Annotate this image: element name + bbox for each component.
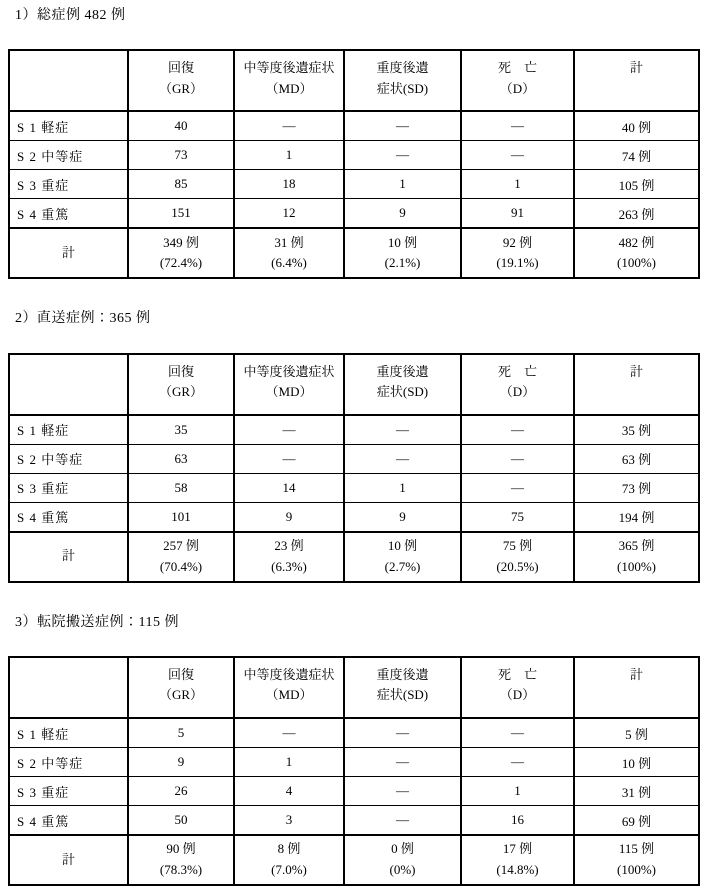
cell-d: 75: [461, 502, 574, 532]
cell-sd: —: [344, 777, 461, 806]
total-count: 257 例: [163, 537, 199, 553]
total-row: [9, 835, 699, 885]
col-header-line1: 死 亡: [497, 363, 537, 379]
table-row-s1: [9, 415, 699, 445]
header-row: [9, 50, 699, 111]
total-cell-total: [574, 532, 699, 582]
table-row-s4: [9, 806, 699, 836]
col-header-recovery: [128, 354, 234, 415]
col-header-line2: 症状(SD): [376, 687, 429, 703]
section-interhospital-transfer-cases: [8, 615, 698, 886]
cell-d: —: [461, 141, 574, 170]
cell-md: —: [234, 111, 344, 141]
col-header-line2: （MD）: [265, 383, 313, 399]
outcome-table-transfer: [8, 656, 700, 886]
cell-total: 10 例: [574, 748, 699, 777]
cell-gr: 40: [128, 111, 234, 141]
cell-d: —: [461, 718, 574, 748]
header-row: [9, 354, 699, 415]
total-cell-sd: [344, 835, 461, 885]
cell-sd: —: [344, 718, 461, 748]
cell-d: 91: [461, 199, 574, 229]
total-percent: (72.4%): [159, 255, 203, 271]
cell-md: 12: [234, 199, 344, 229]
total-count: 90 例: [166, 841, 196, 857]
col-header-line2: （GR）: [158, 687, 204, 703]
total-percent: (0%): [389, 862, 416, 878]
col-header-line1: 重度後遺: [376, 363, 429, 379]
col-header-total: [574, 354, 699, 415]
cell-md: 18: [234, 170, 344, 199]
total-cell-d: [461, 532, 574, 582]
table-row-s2: [9, 748, 699, 777]
col-header-line2: 症状(SD): [376, 383, 429, 399]
total-cell-sd: [344, 228, 461, 278]
cell-total: 263 例: [574, 199, 699, 229]
cell-sd: —: [344, 444, 461, 473]
total-percent: (100%): [617, 862, 656, 878]
col-header-death: [461, 50, 574, 111]
cell-total: 31 例: [574, 777, 699, 806]
section-title: 1）総症例 482 例: [15, 8, 126, 23]
cell-d: 1: [461, 777, 574, 806]
cell-gr: 9: [128, 748, 234, 777]
table-row-s2: [9, 444, 699, 473]
table-row-s3: [9, 473, 699, 502]
cell-sd: 9: [344, 502, 461, 532]
total-count: 31 例: [274, 234, 304, 250]
col-header-moderate-disability: [234, 354, 344, 415]
cell-total: 35 例: [574, 415, 699, 445]
total-cell-md: [234, 532, 344, 582]
total-count: 349 例: [163, 234, 199, 250]
total-percent: (7.0%): [271, 862, 307, 878]
table-row-s1: [9, 718, 699, 748]
total-row: [9, 228, 699, 278]
col-header-severe-disability: [344, 50, 461, 111]
row-label: S 4 重篤: [9, 199, 128, 229]
cell-md: —: [234, 444, 344, 473]
cell-total: 74 例: [574, 141, 699, 170]
total-percent: (14.8%): [496, 862, 539, 878]
cell-total: 5 例: [574, 718, 699, 748]
col-header-line1: 回復: [167, 60, 194, 76]
total-count: 23 例: [274, 537, 304, 553]
cell-sd: 1: [344, 473, 461, 502]
cell-sd: 9: [344, 199, 461, 229]
cell-sd: 1: [344, 170, 461, 199]
col-header-line1: 回復: [167, 667, 194, 683]
col-header-line1: 中等度後遺症状: [243, 60, 335, 76]
cell-gr: 73: [128, 141, 234, 170]
total-percent: (100%): [617, 255, 656, 271]
cell-gr: 26: [128, 777, 234, 806]
row-label: S 2 中等症: [9, 444, 128, 473]
cell-d: —: [461, 444, 574, 473]
col-header-line1: 中等度後遺症状: [243, 363, 335, 379]
cell-total: 69 例: [574, 806, 699, 836]
cell-total: 73 例: [574, 473, 699, 502]
table-row-s4: [9, 199, 699, 229]
row-label: S 1 軽症: [9, 415, 128, 445]
total-cell-sd: [344, 532, 461, 582]
total-count: 482 例: [618, 234, 655, 250]
row-label: S 1 軽症: [9, 111, 128, 141]
col-header-total: [574, 657, 699, 718]
cell-gr: 58: [128, 473, 234, 502]
row-label: S 4 重篤: [9, 502, 128, 532]
cell-gr: 63: [128, 444, 234, 473]
total-percent: (2.1%): [384, 255, 421, 271]
cell-d: —: [461, 415, 574, 445]
cell-md: 3: [234, 806, 344, 836]
row-label: S 3 重症: [9, 170, 128, 199]
cell-md: —: [234, 415, 344, 445]
total-cell-d: [461, 228, 574, 278]
row-label: S 1 軽症: [9, 718, 128, 748]
cell-gr: 85: [128, 170, 234, 199]
col-header-death: [461, 657, 574, 718]
cell-d: 1: [461, 170, 574, 199]
col-header-line2: （MD）: [265, 687, 313, 703]
cell-sd: —: [344, 748, 461, 777]
total-cell-total: [574, 228, 699, 278]
total-count: 10 例: [387, 537, 418, 553]
row-label: S 2 中等症: [9, 748, 128, 777]
cell-total: 105 例: [574, 170, 699, 199]
cell-md: 1: [234, 748, 344, 777]
section-total-cases: [8, 8, 698, 279]
col-header-line1: 計: [629, 60, 643, 76]
total-count: 17 例: [502, 841, 533, 857]
col-header-line2: （MD）: [265, 80, 313, 96]
total-count: 10 例: [387, 234, 418, 250]
col-header-total: [574, 50, 699, 111]
table-row-s3: [9, 777, 699, 806]
row-label: S 3 重症: [9, 473, 128, 502]
total-cell-d: [461, 835, 574, 885]
total-percent: (6.3%): [271, 558, 307, 574]
table-row-s1: [9, 111, 699, 141]
cell-total: 63 例: [574, 444, 699, 473]
total-row: [9, 532, 699, 582]
cell-sd: —: [344, 141, 461, 170]
col-header-line1: 中等度後遺症状: [243, 667, 335, 683]
total-label: 計: [9, 532, 128, 582]
total-cell-gr: [128, 835, 234, 885]
total-percent: (20.5%): [496, 558, 539, 574]
col-header-line1: 計: [629, 363, 643, 379]
total-count: 75 例: [502, 537, 533, 553]
total-percent: (100%): [617, 558, 656, 574]
cell-gr: 35: [128, 415, 234, 445]
col-header-line1: 死 亡: [497, 60, 537, 76]
col-header-recovery: [128, 50, 234, 111]
corner-cell: [9, 50, 128, 111]
cell-sd: —: [344, 806, 461, 836]
total-percent: (70.4%): [159, 558, 203, 574]
col-header-moderate-disability: [234, 657, 344, 718]
cell-md: —: [234, 718, 344, 748]
table-row-s3: [9, 170, 699, 199]
col-header-line1: 死 亡: [497, 667, 537, 683]
total-cell-gr: [128, 228, 234, 278]
col-header-line2: （D）: [499, 383, 536, 399]
cell-total: 40 例: [574, 111, 699, 141]
col-header-line1: 重度後遺: [376, 60, 429, 76]
total-cell-md: [234, 228, 344, 278]
col-header-line1: 回復: [167, 363, 194, 379]
section-direct-transport-cases: [8, 311, 698, 582]
total-percent: (2.7%): [384, 558, 421, 574]
section-title: 3）転院搬送症例：115 例: [15, 614, 179, 630]
cell-d: —: [461, 748, 574, 777]
total-cell-gr: [128, 532, 234, 582]
col-header-line2: （GR）: [158, 383, 204, 399]
cell-gr: 50: [128, 806, 234, 836]
total-label: 計: [9, 228, 128, 278]
col-header-moderate-disability: [234, 50, 344, 111]
cell-d: 16: [461, 806, 574, 836]
cell-md: 9: [234, 502, 344, 532]
cell-sd: —: [344, 415, 461, 445]
total-count: 365 例: [618, 537, 655, 553]
row-label: S 2 中等症: [9, 141, 128, 170]
col-header-severe-disability: [344, 657, 461, 718]
corner-cell: [9, 354, 128, 415]
col-header-line1: 重度後遺: [376, 667, 429, 683]
col-header-severe-disability: [344, 354, 461, 415]
cell-gr: 151: [128, 199, 234, 229]
total-label: 計: [9, 835, 128, 885]
total-count: 0 例: [391, 841, 414, 857]
total-percent: (6.4%): [271, 255, 307, 271]
total-count: 8 例: [277, 841, 301, 857]
total-cell-md: [234, 835, 344, 885]
outcome-table-total: [8, 49, 700, 279]
corner-cell: [9, 657, 128, 718]
cell-md: 4: [234, 777, 344, 806]
col-header-death: [461, 354, 574, 415]
cell-d: —: [461, 473, 574, 502]
cell-sd: —: [344, 111, 461, 141]
outcome-table-direct: [8, 353, 700, 583]
cell-md: 1: [234, 141, 344, 170]
col-header-line2: （D）: [499, 80, 536, 96]
total-count: 92 例: [502, 234, 533, 250]
table-row-s2: [9, 141, 699, 170]
cell-gr: 5: [128, 718, 234, 748]
row-label: S 4 重篤: [9, 806, 128, 836]
table-row-s4: [9, 502, 699, 532]
header-row: [9, 657, 699, 718]
total-percent: (78.3%): [159, 862, 203, 878]
cell-d: —: [461, 111, 574, 141]
section-title: 2）直送症例：365 例: [15, 311, 151, 327]
total-cell-total: [574, 835, 699, 885]
total-percent: (19.1%): [496, 255, 539, 271]
col-header-line1: 計: [629, 667, 643, 683]
cell-gr: 101: [128, 502, 234, 532]
col-header-line2: （GR）: [158, 80, 204, 96]
cell-md: 14: [234, 473, 344, 502]
col-header-recovery: [128, 657, 234, 718]
col-header-line2: （D）: [499, 687, 536, 703]
total-count: 115 例: [618, 841, 655, 857]
row-label: S 3 重症: [9, 777, 128, 806]
col-header-line2: 症状(SD): [376, 80, 429, 96]
cell-total: 194 例: [574, 502, 699, 532]
